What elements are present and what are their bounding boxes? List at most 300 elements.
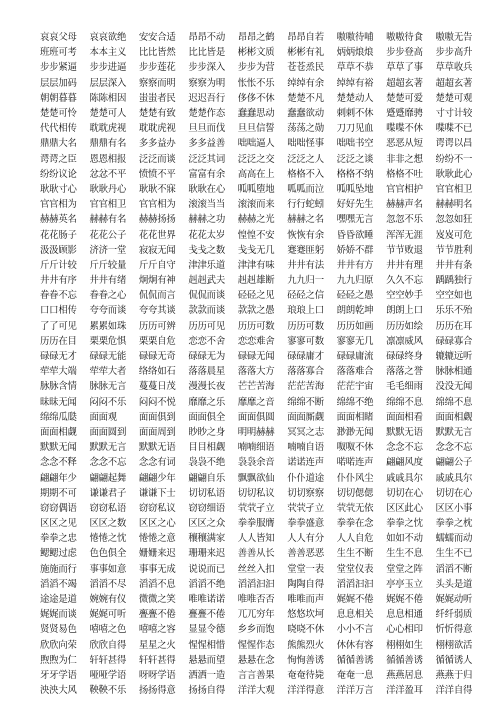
idiom-cell: 步步紧逼 (40, 62, 77, 74)
idiom-cell: 夸夸其谈 (138, 305, 176, 317)
idiom-cell: 生生不断 (336, 548, 374, 560)
idiom-cell: 浑浑无涯 (386, 229, 423, 241)
idiom-cell: 栩栩如生 (386, 639, 423, 651)
idiom-list-page (40, 30, 485, 697)
idiom-cell: 嘿嘿无言 (336, 214, 374, 226)
idiom-cell: 旦旦信誓 (237, 123, 275, 135)
idiom-cell: 碌碌无能 (89, 351, 127, 363)
idiom-cell: 寸寸计较 (435, 108, 473, 120)
idiom-cell: 空空如也 (435, 290, 473, 302)
idiom-cell: 扬扬得意 (138, 685, 176, 697)
idiom-cell: 井井有理 (386, 259, 423, 271)
idiom-cell: 井井有序 (40, 275, 77, 287)
idiom-cell: 鼎鼎大名 (40, 138, 77, 150)
idiom-cell: 谔谔之臣 (40, 153, 77, 165)
idiom-cell: 赫赫之名 (287, 214, 324, 226)
idiom-cell: 层层加码 (40, 77, 77, 89)
idiom-cell: 泛泛之人 (287, 153, 324, 165)
idiom-cell: 嗷嗷待哺 (336, 32, 374, 44)
idiom-cell: 芒芒苦海 (237, 381, 275, 393)
idiom-cell: 历历如绘 (386, 320, 423, 332)
idiom-cell: 荦荦大者 (89, 366, 127, 378)
idiom-cell: 显显令德 (188, 624, 226, 636)
idiom-cell: 轩轩甚得 (89, 654, 127, 666)
idiom-cell: 牙牙学语 (40, 669, 77, 681)
idiom-cell: 面面俱圆 (237, 411, 275, 423)
idiom-row (40, 501, 485, 516)
idiom-cell: 赳赳武夫 (188, 275, 226, 287)
idiom-cell: 刀刀见血 (336, 123, 374, 135)
idiom-cell: 绵绵不息 (435, 396, 473, 408)
idiom-cell: 历历可见 (188, 320, 226, 332)
idiom-row (40, 546, 485, 561)
idiom-cell: 念念有词 (138, 457, 176, 469)
idiom-cell: 碌碌无为 (188, 351, 226, 363)
idiom-row (40, 273, 485, 288)
idiom-cell: 津津乐道 (188, 259, 226, 271)
idiom-cell: 井井有方 (336, 259, 374, 271)
idiom-cell: 富富有余 (188, 168, 226, 180)
idiom-cell: 旦旦而伐 (188, 123, 226, 135)
idiom-cell: 滚滚而来 (237, 199, 275, 211)
idiom-cell: 袅袅不绝 (188, 457, 226, 469)
idiom-cell: 侃侃而谈 (188, 290, 226, 302)
idiom-cell: 炳炳烺烺 (336, 47, 374, 59)
idiom-cell: 息息相关 (336, 609, 374, 621)
idiom-cell: 历历在耳 (435, 320, 473, 332)
idiom-row (40, 607, 485, 622)
idiom-cell: 硁硁之见 (237, 290, 275, 302)
idiom-row (40, 243, 485, 258)
idiom-row (40, 486, 485, 501)
idiom-cell: 耿耿此心 (435, 168, 473, 180)
idiom-cell: 戚戚具尔 (386, 472, 423, 484)
idiom-cell: 窃窃私议 (138, 502, 176, 514)
idiom-cell: 熊熊烈火 (287, 639, 324, 651)
idiom-cell: 忽忽不乐 (386, 214, 423, 226)
idiom-cell: 哓哓不休 (287, 624, 324, 636)
idiom-cell: 亹亹不倦 (138, 609, 176, 621)
idiom-cell: 兀兀穷年 (237, 609, 275, 621)
idiom-row (40, 531, 485, 546)
idiom-cell: 娓娓而谈 (40, 609, 77, 621)
idiom-cell: 凛凛威风 (386, 335, 423, 347)
idiom-cell: 历历如画 (336, 320, 374, 332)
idiom-cell: 拳拳之忱 (386, 518, 423, 530)
idiom-cell: 惶惶不安 (237, 229, 275, 241)
idiom-cell: 人人有分 (287, 533, 324, 545)
idiom-cell: 超超玄著 (386, 77, 423, 89)
idiom-cell: 生生不息 (386, 548, 423, 560)
idiom-cell: 非非之想 (386, 153, 423, 165)
idiom-cell: 默默无语 (386, 426, 423, 438)
idiom-cell: 目目相觑 (188, 442, 226, 454)
idiom-cell: 耿耿不寐 (138, 183, 176, 195)
idiom-cell: 燕燕居息 (386, 669, 423, 681)
idiom-cell: 堂堂仪表 (336, 563, 374, 575)
idiom-cell: 洋洋得意 (287, 685, 324, 697)
idiom-cell: 途途是道 (40, 594, 77, 606)
idiom-cell: 花花世界 (138, 229, 176, 241)
idiom-cell: 诺诺连声 (287, 457, 324, 469)
idiom-cell: 络络如石 (138, 366, 176, 378)
idiom-cell: 如如不动 (386, 533, 423, 545)
idiom-cell: 行行蛇蚓 (287, 199, 324, 211)
idiom-cell: 斤斤自守 (138, 259, 176, 271)
idiom-cell: 碌碌无闻 (237, 351, 275, 363)
idiom-cell: 靡靡之乐 (188, 396, 226, 408)
idiom-cell: 星星之火 (138, 639, 176, 651)
idiom-cell: 娓娓不倦 (386, 594, 423, 606)
idiom-cell: 谔谔以昌 (435, 138, 473, 150)
idiom-cell: 落落大方 (237, 366, 275, 378)
idiom-row (40, 395, 485, 410)
idiom-cell: 区区之数 (89, 518, 127, 530)
idiom-cell: 心心相印 (386, 624, 423, 636)
idiom-cell: 面面相睹 (336, 411, 374, 423)
idiom-cell: 安安合适 (138, 32, 176, 44)
idiom-row (40, 349, 485, 364)
idiom-row (40, 653, 485, 668)
idiom-cell: 侃侃而言 (138, 290, 176, 302)
idiom-cell: 婉婉有仪 (89, 594, 127, 606)
idiom-cell: 比比皆然 (138, 47, 176, 59)
idiom-cell: 循循诱人 (435, 654, 473, 666)
idiom-cell: 愤愤不平 (138, 168, 176, 180)
idiom-cell: 微微之笑 (138, 594, 176, 606)
idiom-cell: 拳拳之枕 (435, 518, 473, 530)
idiom-cell: 闷闷不乐 (89, 396, 127, 408)
idiom-cell: 区区小事 (435, 502, 473, 514)
idiom-cell: 煦煦为仁 (40, 654, 77, 666)
idiom-cell: 默默无语 (138, 442, 176, 454)
idiom-cell: 滔滔不尽 (89, 578, 127, 590)
idiom-cell: 面面相看 (386, 411, 423, 423)
idiom-cell: 拳拳盛意 (287, 518, 324, 530)
idiom-cell: 泛泛其词 (188, 153, 226, 165)
idiom-cell: 楚楚可人 (89, 108, 127, 120)
idiom-cell: 恋恋难舍 (237, 335, 275, 347)
idiom-cell: 呀呀学语 (138, 669, 176, 681)
idiom-cell: 区区此心 (386, 502, 423, 514)
idiom-cell: 色色俱全 (89, 548, 127, 560)
idiom-cell: 燕燕于归 (435, 669, 473, 681)
idiom-cell: 悬悬在念 (237, 654, 275, 666)
idiom-cell: 楚楚有致 (138, 108, 176, 120)
idiom-grid (40, 30, 485, 698)
idiom-row (40, 379, 485, 394)
idiom-cell: 切切在心 (386, 487, 423, 499)
idiom-cell: 草草收兵 (435, 62, 473, 74)
idiom-cell: 忻忻得意 (435, 624, 473, 636)
idiom-cell: 步步高升 (435, 47, 473, 59)
idiom-cell: 翩翩起舞 (89, 472, 127, 484)
idiom-cell: 奄奄一息 (336, 669, 374, 681)
idiom-cell: 栗栗危惧 (89, 335, 127, 347)
idiom-cell: 忽忽如狂 (435, 214, 473, 226)
idiom-cell: 娓娓可听 (89, 609, 127, 621)
idiom-cell: 蔓蔓日茂 (138, 381, 176, 393)
idiom-cell: 惓惓之意 (138, 533, 176, 545)
idiom-cell: 耿耿寸心 (40, 183, 77, 195)
idiom-cell: 悠悠坎坷 (287, 609, 324, 621)
idiom-row (40, 106, 485, 121)
idiom-cell: 寥寥无几 (336, 335, 374, 347)
idiom-cell: 寥寥可数 (287, 335, 324, 347)
idiom-cell: 翩翩公子 (435, 457, 473, 469)
idiom-cell: 本本主义 (89, 47, 127, 59)
idiom-cell: 栩栩欲活 (435, 639, 473, 651)
idiom-cell: 面面厮觑 (287, 411, 324, 423)
idiom-cell: 赫赫英名 (40, 214, 77, 226)
idiom-row (40, 319, 485, 334)
idiom-row (40, 76, 485, 91)
idiom-cell: 喋喋不已 (435, 123, 473, 135)
idiom-cell: 落落晨星 (188, 366, 226, 378)
idiom-cell: 碌碌无奇 (138, 351, 176, 363)
idiom-cell: 嗷嗷待食 (386, 32, 423, 44)
idiom-cell: 乐乐不殆 (435, 305, 473, 317)
idiom-cell: 历历可辨 (138, 320, 176, 332)
idiom-cell: 楚楚可观 (435, 92, 473, 104)
idiom-cell: 咄咄逼人 (237, 138, 275, 150)
idiom-cell: 口口相传 (40, 305, 77, 317)
idiom-cell: 蚩蚩者民 (138, 92, 176, 104)
idiom-cell: 茕茕无依 (336, 502, 374, 514)
idiom-row (40, 136, 485, 151)
idiom-cell: 绵绵不断 (287, 396, 324, 408)
idiom-row (40, 668, 485, 683)
idiom-cell: 恩恩相报 (89, 153, 127, 165)
idiom-cell: 人人皆知 (237, 533, 275, 545)
idiom-cell: 亹亹不倦 (188, 609, 226, 621)
idiom-cell: 靡靡之音 (237, 396, 275, 408)
idiom-cell: 斤斤计较 (40, 259, 77, 271)
idiom-cell: 刺刺不休 (336, 108, 374, 120)
idiom-cell: 仆仆风尘 (336, 472, 374, 484)
idiom-cell: 楚楚动人 (336, 92, 374, 104)
idiom-cell: 洋洋大观 (237, 685, 275, 697)
idiom-cell: 耿耿在心 (188, 183, 226, 195)
idiom-cell: 恶恶从短 (386, 138, 423, 150)
idiom-cell: 滔滔不息 (138, 578, 176, 590)
idiom-cell: 草草不恭 (336, 62, 374, 74)
idiom-cell: 赫赫扬扬 (138, 214, 176, 226)
idiom-row (40, 303, 485, 318)
idiom-cell: 拳拳之忠 (40, 533, 77, 545)
idiom-cell: 念念不忘 (386, 442, 423, 454)
idiom-cell: 纤纤弱质 (435, 609, 473, 621)
idiom-cell: 碌碌寡合 (435, 335, 473, 347)
idiom-cell: 朗朗上口 (386, 305, 423, 317)
idiom-cell: 硁硁之信 (287, 290, 324, 302)
idiom-cell: 蹙蹙靡骋 (386, 108, 423, 120)
idiom-cell: 仆仆道途 (287, 472, 324, 484)
idiom-cell: 朝朝暮暮 (40, 92, 77, 104)
idiom-cell: 滔滔汩汩 (336, 578, 374, 590)
idiom-cell: 乡乡而饱 (237, 624, 275, 636)
idiom-cell: 荦荦大端 (40, 366, 77, 378)
idiom-cell: 呱呱坠地 (336, 183, 374, 195)
idiom-cell: 娓娓不倦 (336, 594, 374, 606)
idiom-cell: 循循善诱 (386, 654, 423, 666)
idiom-cell: 泛泛之交 (237, 153, 275, 165)
idiom-cell: 翩翩少年 (138, 472, 176, 484)
idiom-cell: 面面周到 (138, 426, 176, 438)
idiom-cell: 绵绵瓜瓞 (40, 411, 77, 423)
idiom-row (40, 455, 485, 470)
idiom-cell: 渺渺无闻 (336, 426, 374, 438)
idiom-cell: 戚戚具尔 (435, 472, 473, 484)
idiom-cell: 步步进逼 (89, 62, 127, 74)
idiom-cell: 察察而明 (138, 77, 176, 89)
idiom-cell: 洋洋自得 (435, 685, 473, 697)
idiom-row (40, 683, 485, 698)
idiom-cell: 默默无闻 (40, 442, 77, 454)
idiom-cell: 陶陶自得 (287, 578, 324, 590)
idiom-cell: 历历在目 (40, 335, 77, 347)
idiom-cell: 楚楚作态 (188, 108, 226, 120)
idiom-cell: 毛毛细雨 (386, 381, 423, 393)
idiom-cell: 唯唯而声 (287, 594, 324, 606)
idiom-cell: 硁硁之愚 (336, 290, 374, 302)
idiom-cell: 鞅鞅不乐 (89, 685, 127, 697)
idiom-cell: 脉脉无言 (89, 381, 127, 393)
idiom-cell: 恂恂善诱 (287, 654, 324, 666)
idiom-cell: 面面相觑 (40, 426, 77, 438)
idiom-cell: 喃喃细语 (237, 442, 275, 454)
idiom-cell: 眷眷之心 (89, 290, 127, 302)
idiom-cell: 窃窃细语 (188, 502, 226, 514)
idiom-cell: 泱泱大风 (40, 685, 77, 697)
idiom-cell: 纷纷议论 (40, 168, 77, 180)
idiom-cell: 喏喏连声 (336, 457, 374, 469)
idiom-row (40, 638, 485, 653)
idiom-cell: 泛泛而谈 (138, 153, 176, 165)
idiom-cell: 官官相护 (386, 183, 423, 195)
idiom-cell: 戋戋无几 (237, 244, 275, 256)
idiom-cell: 纷纷不一 (435, 153, 473, 165)
idiom-cell: 喃喃自语 (287, 442, 324, 454)
idiom-cell: 超超玄著 (435, 77, 473, 89)
idiom-cell: 娇娇不群 (336, 244, 374, 256)
idiom-cell: 窃窃偶语 (40, 502, 77, 514)
idiom-cell: 耽耽虎视 (89, 123, 127, 135)
idiom-cell: 切切私议 (237, 487, 275, 499)
idiom-cell: 休休有容 (336, 639, 374, 651)
idiom-cell: 步步深入 (188, 62, 226, 74)
idiom-cell: 穰穰满家 (188, 533, 226, 545)
idiom-cell: 昏昏欲睡 (336, 229, 374, 241)
idiom-cell: 施施而行 (40, 563, 77, 575)
idiom-row (40, 288, 485, 303)
idiom-cell: 珊珊来迟 (188, 548, 226, 560)
idiom-cell: 扬扬自得 (188, 685, 226, 697)
idiom-cell: 息息相通 (386, 609, 423, 621)
idiom-cell: 茕茕孑立 (287, 502, 324, 514)
idiom-cell: 落落之誉 (386, 366, 423, 378)
idiom-cell: 节节胜利 (435, 244, 473, 256)
idiom-cell: 斤斤较量 (89, 259, 127, 271)
idiom-cell: 官官相为 (40, 199, 77, 211)
idiom-cell: 翩翩自乐 (188, 472, 226, 484)
idiom-cell: 面面俱到 (138, 411, 176, 423)
idiom-cell: 久久不忘 (386, 275, 423, 287)
idiom-cell: 草草了事 (386, 62, 423, 74)
idiom-cell: 面面俱全 (188, 411, 226, 423)
idiom-cell: 谦谦下士 (138, 487, 176, 499)
idiom-cell: 炯炯有神 (138, 275, 176, 287)
idiom-cell: 比比皆是 (188, 47, 226, 59)
idiom-row (40, 182, 485, 197)
idiom-row (40, 91, 485, 106)
idiom-cell: 官官相卫 (435, 183, 473, 195)
idiom-cell: 高高在上 (237, 168, 275, 180)
idiom-cell: 格格不吐 (386, 168, 423, 180)
idiom-cell: 班班可考 (40, 47, 77, 59)
idiom-cell: 没没无闻 (435, 381, 473, 393)
idiom-cell: 轩轩甚得 (138, 654, 176, 666)
idiom-cell: 茫茫宇宙 (336, 381, 374, 393)
idiom-cell: 默默无言 (435, 426, 473, 438)
idiom-cell: 荡荡之勋 (287, 123, 324, 135)
idiom-cell: 眇眇之身 (188, 426, 226, 438)
idiom-cell: 绵绵不绝 (336, 396, 374, 408)
idiom-cell: 步步登高 (386, 47, 423, 59)
idiom-cell: 嗷嗷无告 (435, 32, 473, 44)
idiom-cell: 朗朗乾坤 (336, 305, 374, 317)
idiom-cell: 款款而谈 (188, 305, 226, 317)
idiom-cell: 花花太岁 (188, 229, 226, 241)
idiom-cell: 念念不忘 (89, 457, 127, 469)
idiom-cell: 脉脉含情 (40, 381, 77, 393)
idiom-row (40, 425, 485, 440)
idiom-cell: 拳拳在念 (336, 518, 374, 530)
idiom-cell: 碌碌庸流 (336, 351, 374, 363)
idiom-cell: 漫漫长夜 (188, 381, 226, 393)
idiom-cell: 察察为明 (188, 77, 226, 89)
idiom-cell: 小小不言 (336, 624, 374, 636)
idiom-cell: 恋恋不舍 (188, 335, 226, 347)
idiom-cell: 辘辘远听 (435, 351, 473, 363)
idiom-cell: 人人自危 (336, 533, 374, 545)
idiom-cell: 耽耽虎视 (138, 123, 176, 135)
idiom-row (40, 410, 485, 425)
idiom-cell: 滔滔不绝 (188, 578, 226, 590)
idiom-cell: 多多益善 (188, 138, 226, 150)
idiom-cell: 茕茕孑立 (237, 502, 275, 514)
idiom-cell: 忿忿不平 (89, 168, 127, 180)
idiom-cell: 苍苍烝民 (287, 62, 324, 74)
idiom-cell: 好好先生 (336, 199, 374, 211)
idiom-cell: 翩翩年少 (40, 472, 77, 484)
idiom-cell: 赫赫声名 (386, 199, 423, 211)
idiom-cell: 落落难合 (336, 366, 374, 378)
idiom-cell: 赫赫之功 (188, 214, 226, 226)
idiom-cell: 蠕蠕而动 (435, 533, 473, 545)
idiom-cell: 丝丝入扣 (237, 563, 275, 575)
idiom-cell: 陈陈相因 (89, 92, 127, 104)
idiom-cell: 洒洒一造 (188, 669, 226, 681)
idiom-cell: 滚滚当当 (188, 199, 226, 211)
idiom-cell: 款款之愚 (237, 305, 275, 317)
idiom-row (40, 152, 485, 167)
idiom-cell: 碌碌无才 (40, 351, 77, 363)
idiom-cell: 悬悬而望 (188, 654, 226, 666)
idiom-cell: 花花肠子 (40, 229, 77, 241)
idiom-row (40, 45, 485, 60)
idiom-row (40, 258, 485, 273)
